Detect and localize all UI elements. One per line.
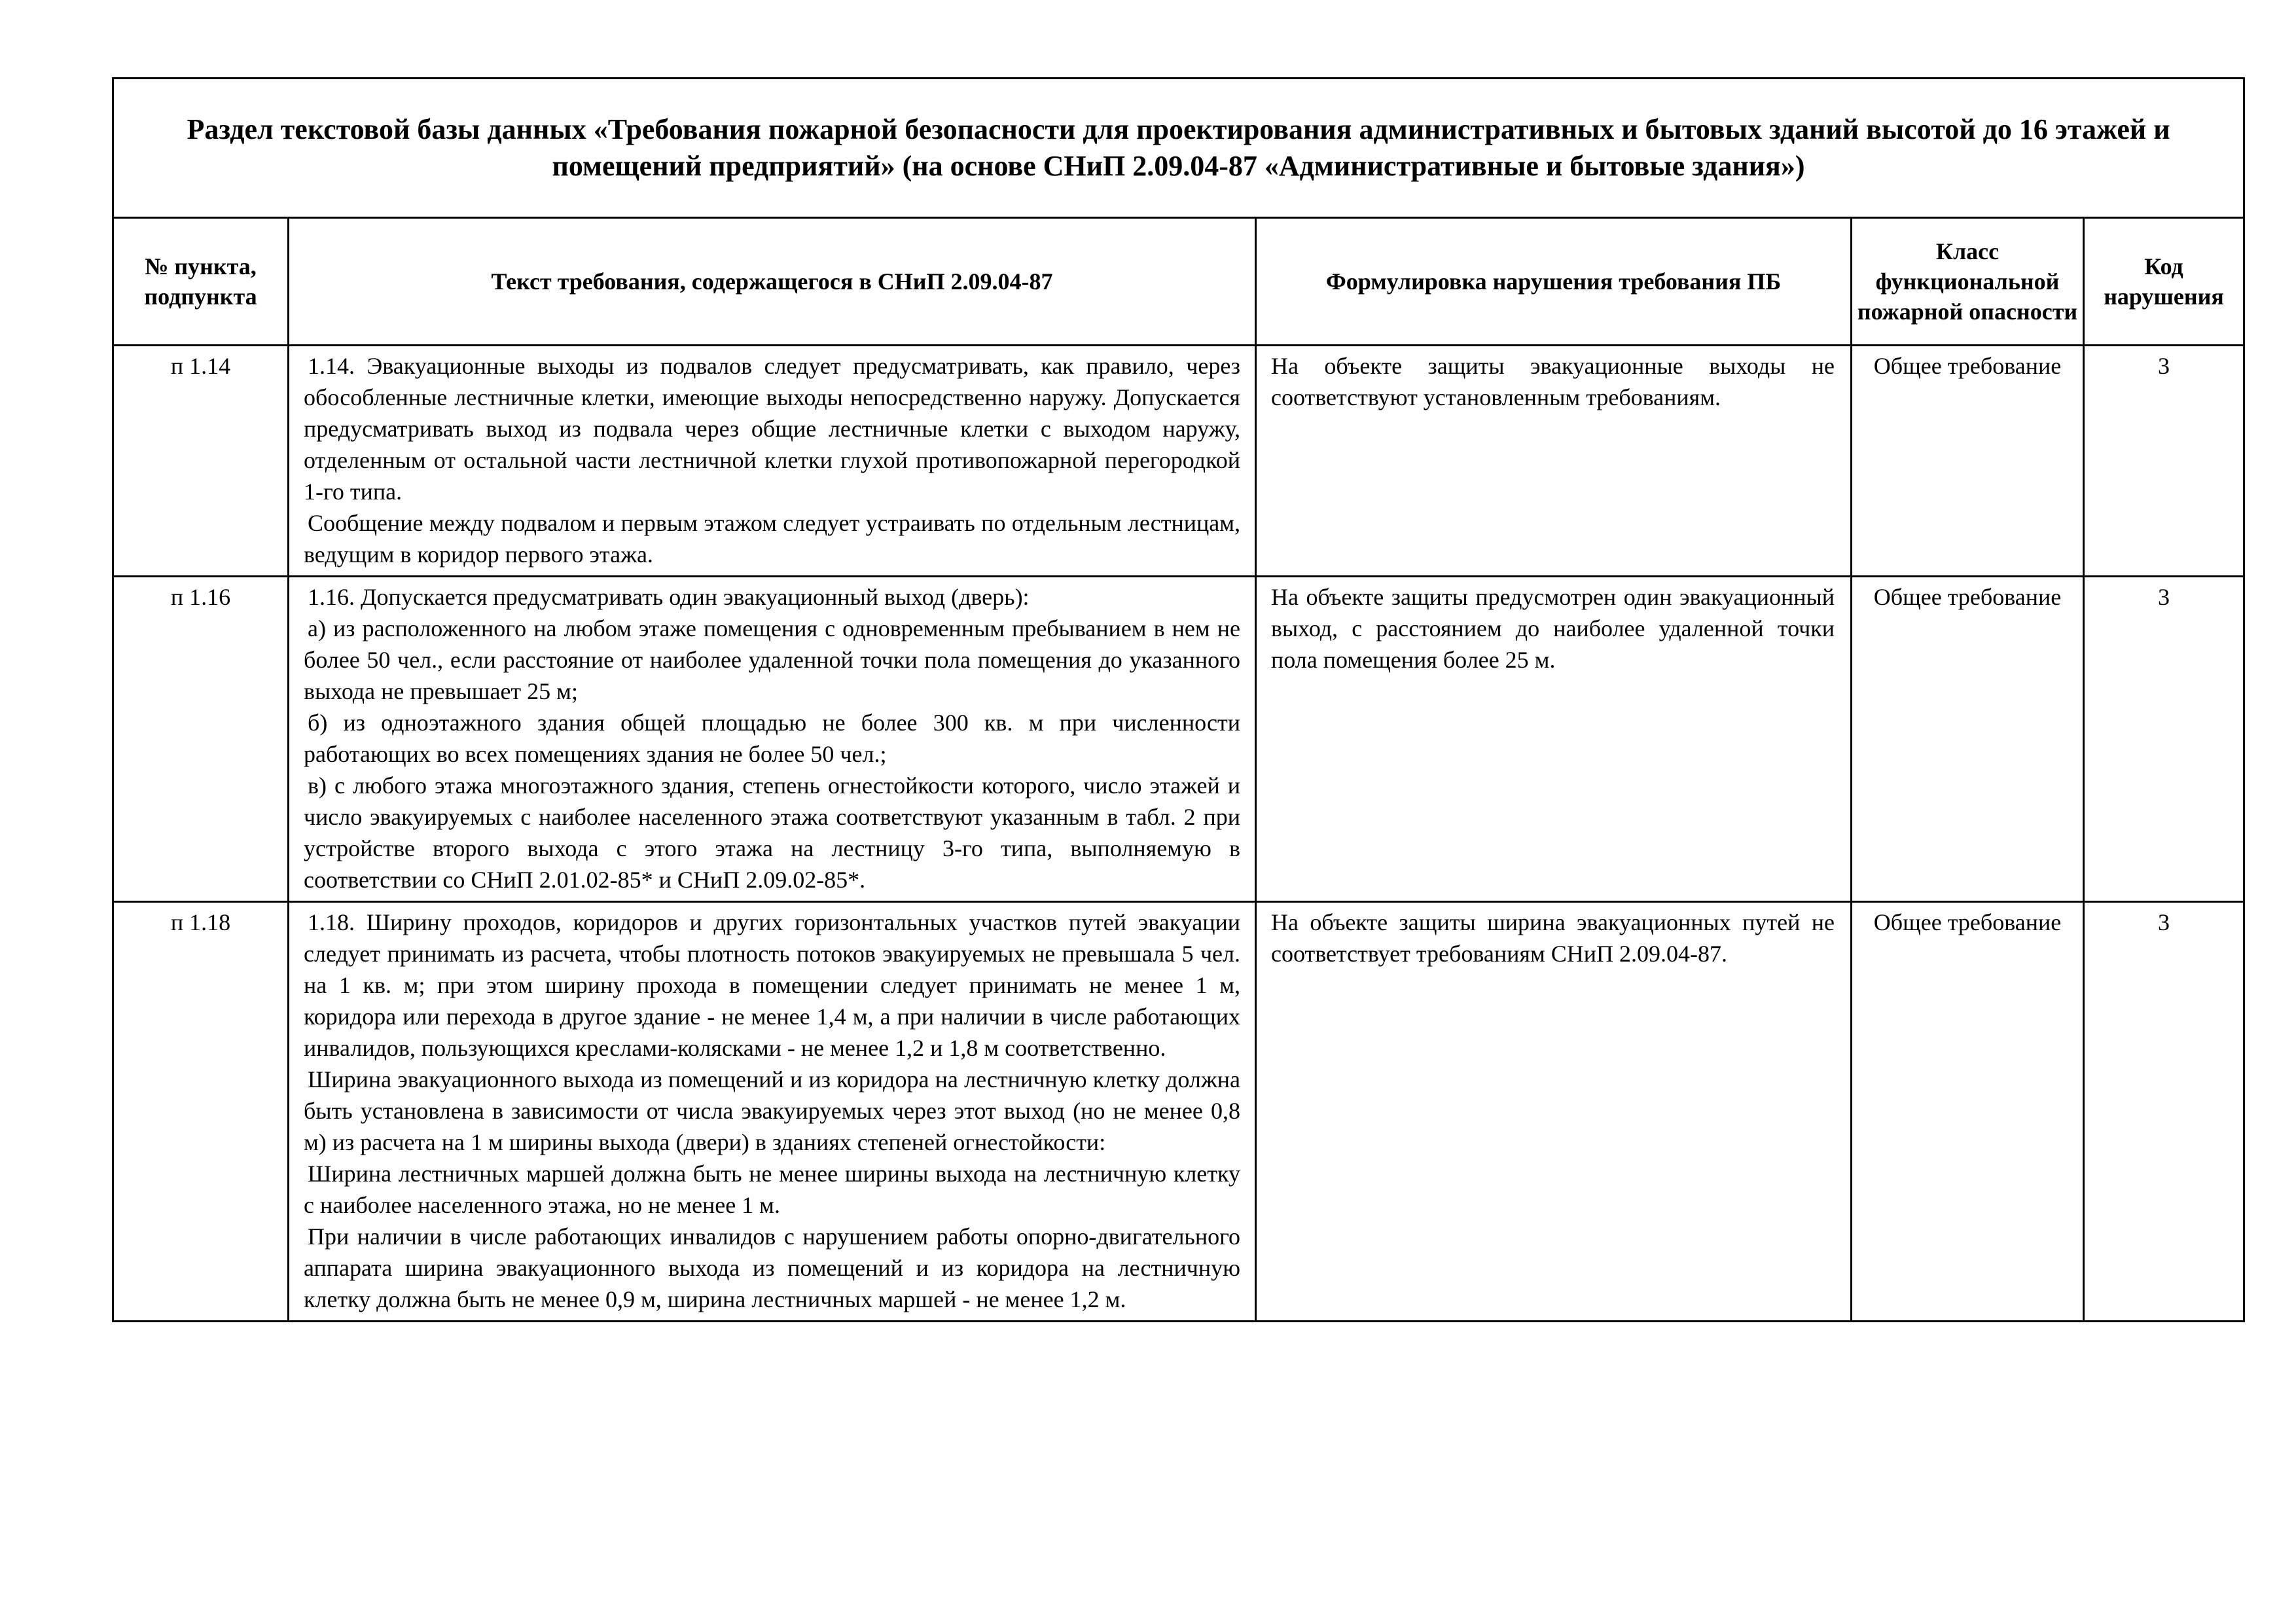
violation-wording: На объекте защиты эвакуационные выходы не соответствуют установленным требованиям. xyxy=(1256,346,1852,577)
requirements-table-sheet xyxy=(112,77,2243,1322)
table-row xyxy=(113,346,2244,577)
item-number: п 1.16 xyxy=(113,577,289,902)
table-row xyxy=(113,902,2244,1322)
header-row xyxy=(113,218,2244,346)
header-fire-hazard-class: Класс функциональной пожарной опасности xyxy=(1852,218,2084,346)
header-violation-wording: Формулировка нарушения требования ПБ xyxy=(1256,218,1852,346)
item-number: п 1.14 xyxy=(113,346,289,577)
requirement-paragraph: а) из расположенного на любом этаже помещения с одновременным пребыванием в нем не более 50 чел., если расстояние от наиболее удаленной точки пола помещения до указанного выхода не превышает 25 м; xyxy=(304,615,1240,704)
requirement-paragraph: Сообщение между подвалом и первым этажом следует устраивать по отдельным лестницам, ведущим в коридор первого этажа. xyxy=(304,510,1240,568)
violation-code: 3 xyxy=(2084,577,2244,902)
requirement-paragraph: 1.14. Эвакуационные выходы из подвалов следует предусматривать, как правило, через обособленные лестничные клетки, имеющие выходы непосредственно наружу. Допускается предусматривать выход из подвала через общие лестничные клетки с выходом наружу, отделенным от остальной части лестничной клетки глухой противопожарной перегородкой 1-го типа. xyxy=(304,353,1240,505)
header-item-number: № пункта, подпункта xyxy=(113,218,289,346)
violation-code: 3 xyxy=(2084,902,2244,1322)
fire-hazard-class: Общее требование xyxy=(1852,577,2084,902)
table-row xyxy=(113,577,2244,902)
requirement-paragraph: в) с любого этажа многоэтажного здания, степень огнестойкости которого, число этажей и число эвакуируемых с наиболее населенного этажа соответствуют указанным в табл. 2 при устройстве второго выхода с этого этажа на лестницу 3-го типа, выполняемую в соответствии со СНиП 2.01.02-85* и СНиП 2.09.02-85*. xyxy=(304,772,1240,893)
fire-hazard-class: Общее требование xyxy=(1852,902,2084,1322)
requirement-text xyxy=(289,346,1256,577)
requirement-paragraph: Ширина лестничных маршей должна быть не менее ширины выхода на лестничную клетку с наиболее населенного этажа, но не менее 1 м. xyxy=(304,1161,1240,1218)
header-requirement-text: Текст требования, содержащегося в СНиП 2.09.04-87 xyxy=(289,218,1256,346)
requirement-paragraph: 1.16. Допускается предусматривать один эвакуационный выход (дверь): xyxy=(308,584,1030,610)
header-violation-code: Код нарушения xyxy=(2084,218,2244,346)
table-title: Раздел текстовой базы данных «Требования пожарной безопасности для проектирования административных и бытовых зданий высотой до 16 этажей и помещений предприятий» (на основе СНиП 2.09.04-87 «Административные и бытовые здания») xyxy=(113,79,2244,218)
violation-wording: На объекте защиты предусмотрен один эвакуационный выход, с расстоянием до наиболее удаленной точки пола помещения более 25 м. xyxy=(1256,577,1852,902)
requirement-paragraph: При наличии в числе работающих инвалидов с нарушением работы опорно-двигательного аппарата ширина эвакуационного выхода из помещений и из коридора на лестничную клетку должна быть не менее 0,9 м, ширина лестничных маршей - не менее 1,2 м. xyxy=(304,1223,1240,1312)
requirement-paragraph: б) из одноэтажного здания общей площадью не более 300 кв. м при численности работающих во всех помещениях здания не более 50 чел.; xyxy=(304,710,1240,767)
requirements-table xyxy=(112,77,2245,1322)
violation-wording: На объекте защиты ширина эвакуационных путей не соответствует требованиям СНиП 2.09.04-87. xyxy=(1256,902,1852,1322)
requirement-text xyxy=(289,902,1256,1322)
item-number: п 1.18 xyxy=(113,902,289,1322)
requirement-paragraph: Ширина эвакуационного выхода из помещений и из коридора на лестничную клетку должна быть установлена в зависимости от числа эвакуируемых через этот выход (но не менее 0,8 м) из расчета на 1 м ширины выхода (двери) в зданиях степеней огнестойкости: xyxy=(304,1066,1240,1155)
requirement-text xyxy=(289,577,1256,902)
violation-code: 3 xyxy=(2084,346,2244,577)
fire-hazard-class: Общее требование xyxy=(1852,346,2084,577)
requirement-paragraph: 1.18. Ширину проходов, коридоров и других горизонтальных участков путей эвакуации следует принимать из расчета, чтобы плотность потоков эвакуируемых не превышала 5 чел. на 1 кв. м; при этом ширину прохода в помещении следует принимать не менее 1 м, коридора или перехода в другое здание - не менее 1,4 м, а при наличии в числе работающих инвалидов, пользующихся креслами-колясками - не менее 1,2 и 1,8 м соответственно. xyxy=(304,909,1240,1061)
